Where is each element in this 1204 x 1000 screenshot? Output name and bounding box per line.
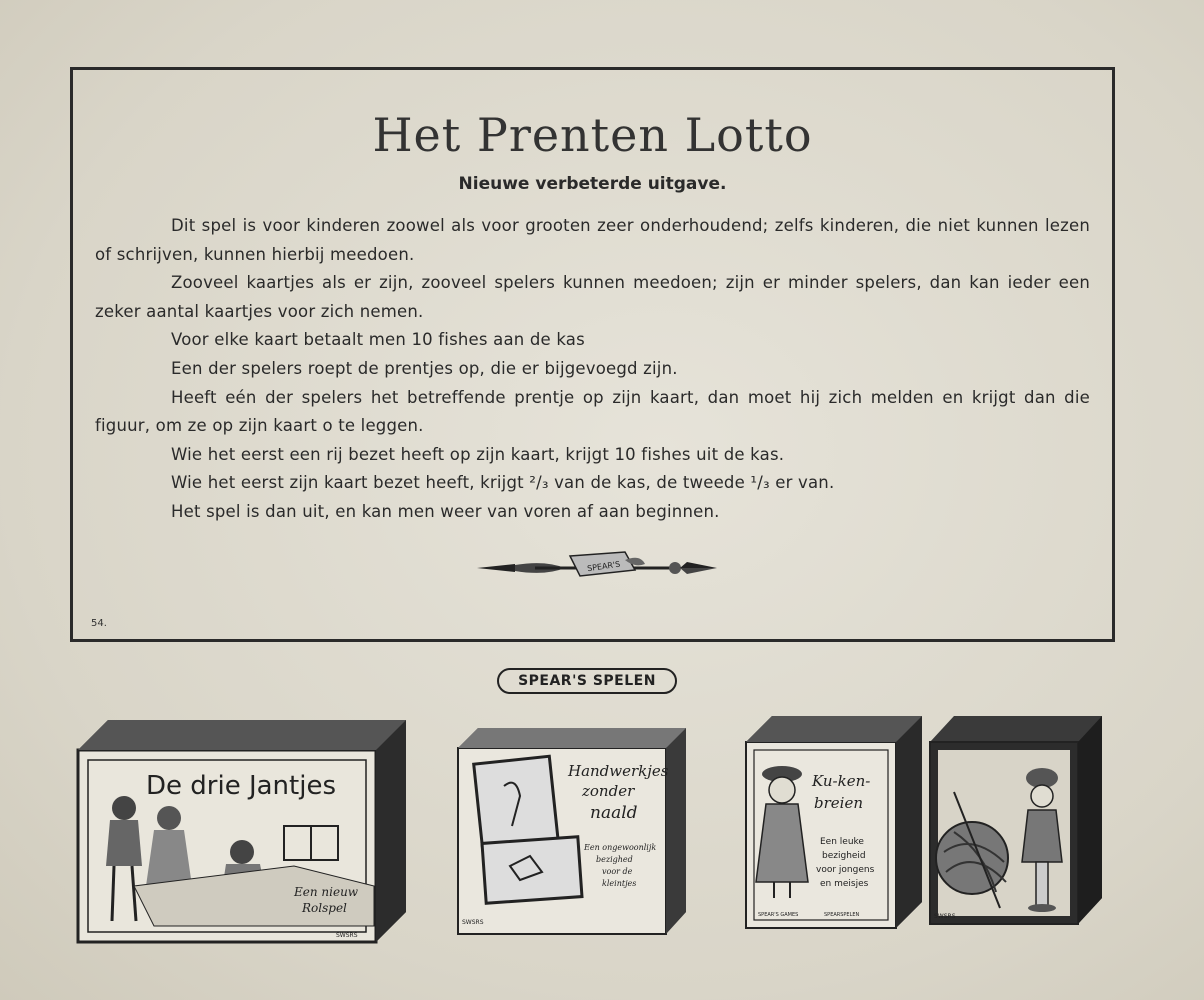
- handwerkjes-mark: SWSRS: [462, 919, 484, 926]
- kurkenbreien-title-1: Ku-ken-: [812, 772, 871, 790]
- handwerkjes-tagline-1: Een ongewoonlijk: [584, 843, 657, 852]
- kurkenbreien-tagline-3: voor jongens: [816, 865, 875, 875]
- handwerkjes-title-3: naald: [590, 803, 638, 823]
- brand-label: SPEAR'S SPELEN: [497, 668, 677, 694]
- kurkenbreien-tagline-2: bezigheid: [822, 851, 866, 861]
- drie-jantjes-title: De drie Jantjes: [146, 771, 336, 801]
- product-box-kurkenbreien: [744, 712, 1106, 930]
- rules-paragraph: Wie het eerst een rij bezet heeft op zijn kaart, krijgt 10 fishes uit de kas.: [171, 444, 785, 464]
- handwerkjes-title-2: zonder: [582, 782, 635, 800]
- rules-paragraph: Heeft eén der spelers het betreffende prentje op zijn kaart, dan moet hij zich melden en krijgt dan die figuur, om ze op zijn kaart o te leggen.: [95, 387, 1090, 436]
- rules-paragraph: Dit spel is voor kinderen zoowel als voor grooten zeer onderhoudend; zelfs kinderen, die niet kunnen lezen of schrijven, kunnen hierbij meedoen.: [95, 216, 1090, 264]
- rules-paragraph: Zooveel kaartjes als er zijn, zooveel spelers kunnen meedoen; zijn er minder spelers, dan kan ieder een zeker aantal kaartjes voor zich nemen.: [95, 273, 1090, 321]
- page-title: Het Prenten Lotto: [372, 108, 813, 162]
- kurkenbreien-mark: SWSRS: [934, 913, 956, 920]
- drie-jantjes-mark: SWSRS: [336, 932, 358, 939]
- page-number: 54.: [91, 618, 107, 629]
- drie-jantjes-tagline-2: Rolspel: [302, 901, 347, 915]
- kurkenbreien-tagline-4: en meisjes: [820, 879, 869, 889]
- handwerkjes-tagline-2: bezighed: [596, 855, 633, 864]
- product-box-handwerkjes: [456, 726, 690, 938]
- rules-paragraph: Het spel is dan uit, en kan men weer van voren af aan beginnen.: [171, 501, 720, 521]
- kurkenbreien-maker-2: SPEARSPELEN: [824, 912, 860, 918]
- handwerkjes-tagline-4: kleintjes: [602, 879, 637, 888]
- ornament-label: SPEAR'S: [586, 559, 621, 574]
- rules-frame: [70, 67, 1115, 642]
- kurkenbreien-maker-1: SPEAR'S GAMES: [758, 912, 799, 918]
- rules-paragraph: Voor elke kaart betaalt men 10 fishes aan de kas: [171, 330, 585, 350]
- page-subtitle: Nieuwe verbeterde uitgave.: [458, 174, 727, 194]
- kurkenbreien-title-2: breien: [814, 794, 863, 812]
- handwerkjes-title-1: Handwerkjes: [568, 762, 669, 780]
- rules-text: [95, 212, 1090, 527]
- rules-paragraph: Een der spelers roept de prentjes op, die er bijgevoegd zijn.: [171, 358, 678, 378]
- product-box-drie-jantjes: [74, 716, 409, 944]
- handwerkjes-tagline-3: voor de: [602, 867, 633, 876]
- kurkenbreien-tagline-1: Een leuke: [820, 837, 864, 847]
- pen-ornament-icon: [475, 550, 719, 586]
- rules-paragraph: Wie het eerst zijn kaart bezet heeft, krijgt ²/₃ van de kas, de tweede ¹/₃ er van.: [171, 473, 835, 493]
- drie-jantjes-tagline-1: Een nieuw: [294, 885, 359, 899]
